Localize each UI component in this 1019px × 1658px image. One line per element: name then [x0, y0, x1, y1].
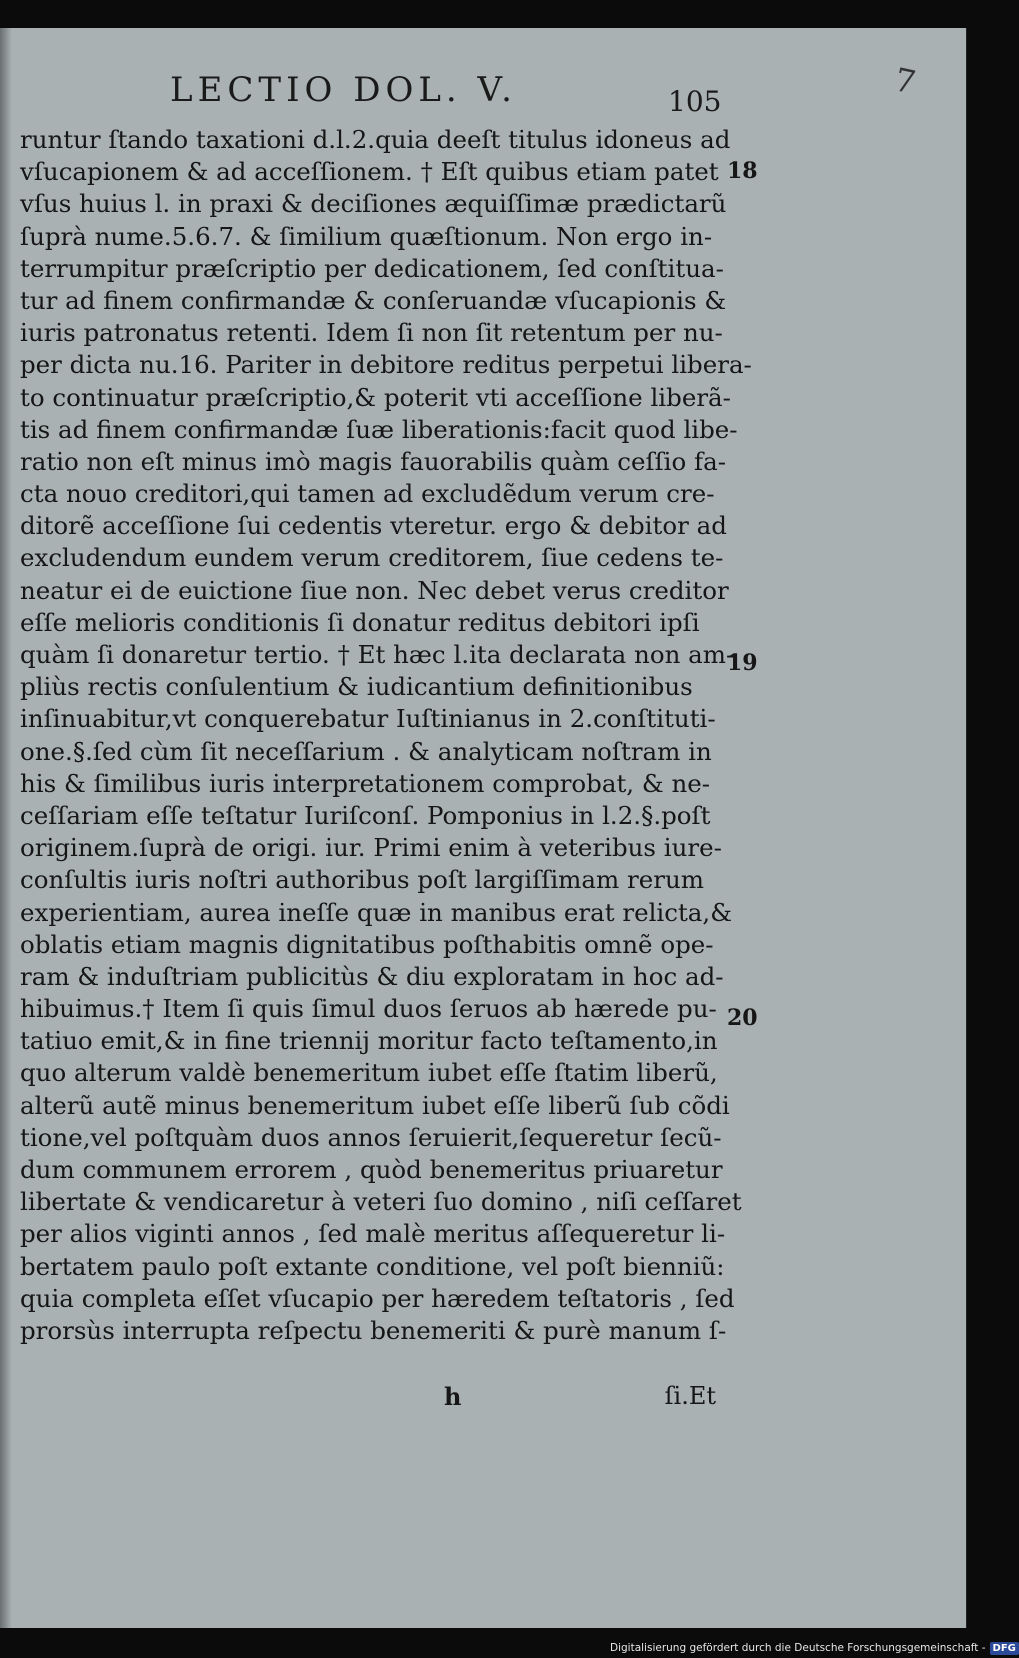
text-line: ram & induſtriam publicitùs & diu exploratam in hoc ad-	[20, 961, 724, 991]
text-line: tis ad finem confirmandæ ſuæ liberationis:facit quod libe-	[20, 414, 738, 444]
text-line: to continuatur præſcriptio,& poterit vti acceſſione liberã-	[20, 382, 731, 412]
text-line: quia completa eſſet vſucapio per hæredem teſtatoris , ſed	[20, 1283, 735, 1313]
text-line: alterũ autẽ minus benemeritum iubet eſſe liberũ ſub cõdi	[20, 1090, 730, 1120]
text-line: tatiuo emit,& in fine triennij moritur facto teſtamento,in	[20, 1026, 718, 1056]
signature-mark: h	[444, 1382, 462, 1411]
text-line: conſultis iuris noſtri authoribus poſt largiſſimam rerum	[20, 865, 704, 895]
text-line: vſus huius l. in praxi & deciſiones æquiſſimæ prædictarũ	[20, 189, 727, 219]
digitization-credit	[610, 1638, 1019, 1658]
text-line: ceſſariam eſſe teſtatur Iuriſconſ. Pomponius in l.2.§.poſt	[20, 800, 711, 830]
text-line: per dicta nu.16. Pariter in debitore reditus perpetui libera-	[20, 350, 752, 380]
text-line: ſuprà nume.5.6.7. & ſimilium quæſtionum. Non ergo in-	[20, 221, 713, 251]
running-head: LECTIO DOL. V.	[170, 70, 517, 110]
text-line: hibuimus.† Item ſi quis ſimul duos ſeruos ab hærede pu-	[20, 994, 717, 1024]
text-line: libertate & vendicaretur à veteri ſuo domino , niſi ceſſaret	[20, 1187, 742, 1217]
text-line: dum communem errorem , quòd benemeritus priuaretur	[20, 1155, 723, 1184]
text-line: oblatis etiam magnis dignitatibus poſthabitis omnẽ ope-	[20, 929, 714, 959]
text-line: ditorẽ acceſſione ſui cedentis vteretur. ergo & debitor ad	[20, 511, 727, 541]
text-line: one.§.ſed cùm ſit neceſſarium . & analyticam noſtram in	[20, 736, 712, 766]
page-gutter-shadow	[0, 28, 12, 1628]
credit-text: Digitalisierung gefördert durch die Deutsche Forschungsgemeinschaft -	[610, 1642, 986, 1654]
text-line: pliùs rectis conſulentium & iudicantium definitionibus	[20, 672, 693, 702]
text-line: runtur ſtando taxationi d.l.2.quia deeſt titulus idoneus ad	[20, 125, 731, 154]
page-footer	[20, 1382, 716, 1416]
text-line: cta nouo creditori,qui tamen ad excludẽdum verum cre-	[20, 479, 715, 509]
text-line: per alios viginti annos , ſed malè meritus aſſequeretur li-	[20, 1219, 726, 1249]
margin-number: 19	[727, 650, 758, 676]
text-line: iuris patronatus retenti. Idem ſi non ſit retentum per nu-	[20, 318, 723, 348]
text-line: originem.ſuprà de origi. iur. Primi enim à veteribus iure-	[20, 833, 722, 863]
text-line: bertatem paulo poſt extante conditione, vel poſt bienniũ:	[20, 1251, 725, 1281]
text-line: his & ſimilibus iuris interpretationem comprobat, & ne-	[20, 768, 711, 798]
text-line: vſucapionem & ad acceſſionem. † Eſt quibus etiam patet	[20, 157, 719, 187]
text-line: quo alterum valdè benemeritum iubet eſſe ſtatim liberũ,	[20, 1058, 718, 1088]
text-line: tione,vel poſtquàm duos annos ſeruierit,ſequeretur ſecũ-	[20, 1122, 722, 1152]
text-line: experientiam, aurea ineſſe quæ in manibus erat relicta,&	[20, 897, 733, 927]
text-line: quàm ſi donaretur tertio. † Et hæc l.ita declarata non am-	[20, 640, 735, 669]
margin-number: 20	[727, 1005, 758, 1031]
margin-number: 18	[727, 158, 758, 184]
text-line: tur ad finem confirmandæ & conſeruandæ vſucapionis &	[20, 285, 727, 315]
handwritten-corner-mark: 7	[891, 60, 920, 102]
text-line: neatur ei de euictione ſiue non. Nec debet verus creditor	[20, 575, 729, 605]
text-line: prorsùs interrupta reſpectu benemeriti & purè manum ſ-	[20, 1315, 727, 1345]
text-line: inſinuabitur,vt conquerebatur Iuſtinianus in 2.conſtituti-	[20, 704, 716, 734]
text-line: terrumpitur præſcriptio per dedicationem, ſed conſtitua-	[20, 253, 724, 283]
text-line: excludendum eundem verum creditorem, ſiue cedens te-	[20, 543, 724, 573]
text-line: ratio non eſt minus imò magis fauorabilis quàm ceſſio fa-	[20, 446, 726, 476]
catchword: ſi.Et	[664, 1382, 716, 1410]
text-line: eſſe melioris conditionis ſi donatur reditus debitori ipſi	[20, 607, 700, 637]
page-number: 105	[668, 85, 722, 118]
dfg-logo: DFG	[990, 1642, 1019, 1655]
